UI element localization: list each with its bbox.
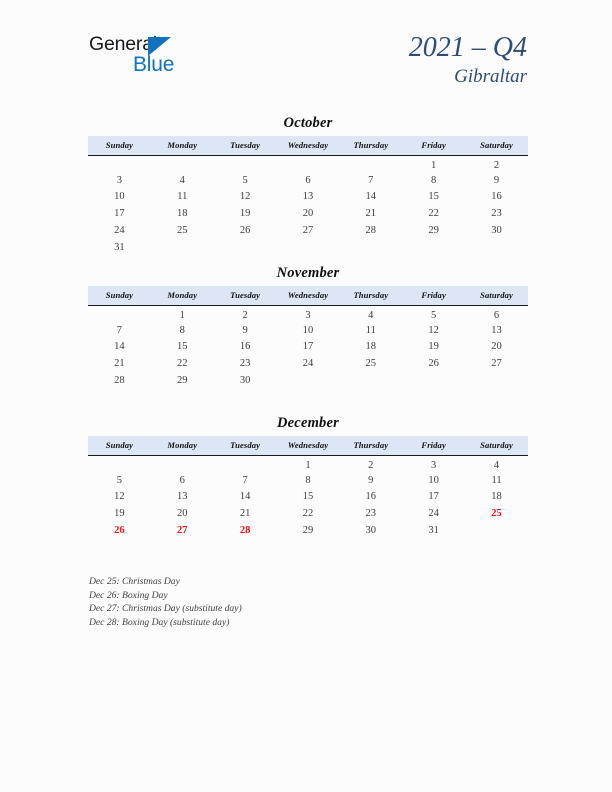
day-cell[interactable]: 16 bbox=[239, 341, 251, 353]
day-cell[interactable]: 31 bbox=[114, 241, 125, 253]
weekday-header-tuesday: Tuesday bbox=[214, 436, 277, 455]
page-subtitle-region: Gibraltar bbox=[454, 66, 527, 87]
holiday-note: Dec 27: Christmas Day (substitute day) bbox=[89, 603, 242, 614]
day-cell-empty bbox=[214, 455, 277, 472]
weekday-header-thursday: Thursday bbox=[339, 286, 402, 305]
day-cell[interactable]: 20 bbox=[177, 508, 188, 520]
holiday-note: Dec 25: Christmas Day bbox=[89, 576, 180, 587]
day-cell[interactable]: 6 bbox=[179, 474, 185, 486]
weekday-header-wednesday: Wednesday bbox=[277, 286, 340, 305]
day-cell[interactable]: 8 bbox=[431, 174, 437, 186]
day-cell[interactable]: 22 bbox=[177, 358, 188, 370]
brand-logo[interactable] bbox=[89, 34, 219, 80]
day-cell[interactable]: 23 bbox=[239, 358, 251, 370]
holiday-notes-list bbox=[89, 575, 509, 629]
title-block bbox=[409, 32, 527, 89]
day-cell-empty bbox=[277, 372, 340, 389]
day-cell[interactable]: 9 bbox=[368, 474, 374, 486]
week-row bbox=[88, 489, 528, 506]
day-cell[interactable]: 21 bbox=[114, 358, 125, 370]
day-cell[interactable]: 22 bbox=[428, 208, 439, 220]
weekday-header-row bbox=[88, 286, 528, 305]
day-cell[interactable]: 24 bbox=[428, 508, 439, 520]
day-cell[interactable]: 5 bbox=[116, 474, 123, 486]
day-cell[interactable]: 24 bbox=[302, 358, 314, 370]
week-row bbox=[88, 222, 528, 239]
weekday-header-sunday: Sunday bbox=[88, 136, 151, 155]
weekday-header-monday: Monday bbox=[151, 286, 214, 305]
week-row bbox=[88, 322, 528, 339]
weekday-header-thursday: Thursday bbox=[339, 136, 402, 155]
day-cell[interactable]: 23 bbox=[491, 208, 502, 220]
day-cell-empty bbox=[151, 455, 214, 472]
month-title: December bbox=[277, 415, 339, 431]
day-cell[interactable]: 13 bbox=[177, 491, 188, 503]
day-cell[interactable]: 7 bbox=[116, 324, 123, 336]
day-cell[interactable]: 14 bbox=[365, 191, 377, 203]
month-block-november bbox=[88, 264, 528, 389]
brand-name-general: General bbox=[89, 33, 157, 55]
day-cell[interactable]: 27 bbox=[491, 358, 502, 370]
week-row bbox=[88, 372, 528, 389]
day-cell[interactable]: 12 bbox=[428, 324, 439, 336]
day-cell[interactable]: 14 bbox=[114, 341, 125, 353]
day-cell[interactable]: 23 bbox=[365, 508, 377, 520]
day-cell-empty bbox=[88, 305, 151, 322]
day-cell[interactable]: 26 bbox=[239, 225, 251, 237]
day-cell[interactable]: 16 bbox=[491, 191, 502, 203]
day-cell[interactable]: 29 bbox=[302, 525, 314, 537]
week-row bbox=[88, 505, 528, 522]
day-cell[interactable]: 17 bbox=[302, 341, 314, 353]
day-cell[interactable]: 19 bbox=[239, 208, 251, 220]
day-cell[interactable]: 25 bbox=[365, 358, 377, 370]
day-cell-empty bbox=[465, 372, 528, 389]
day-cell[interactable]: 8 bbox=[179, 324, 185, 336]
day-cell-holiday[interactable]: 25 bbox=[491, 508, 502, 520]
day-cell[interactable]: 5 bbox=[242, 174, 248, 186]
week-row bbox=[88, 455, 528, 472]
weekday-header-sunday: Sunday bbox=[88, 286, 151, 305]
day-cell[interactable]: 3 bbox=[305, 309, 311, 321]
day-cell[interactable]: 29 bbox=[177, 375, 188, 387]
day-cell[interactable]: 11 bbox=[491, 474, 502, 486]
day-cell[interactable]: 10 bbox=[302, 324, 314, 336]
day-cell[interactable]: 7 bbox=[242, 474, 248, 486]
day-cell[interactable]: 18 bbox=[365, 341, 377, 353]
day-cell[interactable]: 12 bbox=[239, 191, 251, 203]
day-cell[interactable]: 17 bbox=[428, 491, 439, 503]
day-cell[interactable]: 22 bbox=[302, 508, 314, 520]
weekday-header-monday: Monday bbox=[151, 136, 214, 155]
day-cell-empty bbox=[465, 239, 528, 256]
day-cell[interactable]: 20 bbox=[491, 341, 502, 353]
day-cell-empty bbox=[339, 239, 402, 256]
calendar-table-december bbox=[88, 436, 528, 539]
day-cell-empty bbox=[214, 155, 277, 172]
week-row bbox=[88, 472, 528, 489]
month-block-october bbox=[88, 114, 528, 256]
day-cell-empty bbox=[151, 155, 214, 172]
day-cell[interactable]: 3 bbox=[431, 459, 437, 471]
day-cell[interactable]: 14 bbox=[239, 491, 251, 503]
day-cell[interactable]: 2 bbox=[493, 159, 500, 171]
weekday-header-sunday: Sunday bbox=[88, 436, 151, 455]
week-row bbox=[88, 155, 528, 172]
day-cell[interactable]: 18 bbox=[491, 491, 502, 503]
weekday-header-saturday: Saturday bbox=[465, 436, 528, 455]
day-cell[interactable]: 1 bbox=[305, 459, 311, 471]
weekday-header-thursday: Thursday bbox=[339, 436, 402, 455]
day-cell-empty bbox=[402, 372, 465, 389]
day-cell-empty bbox=[339, 155, 402, 172]
day-cell-empty bbox=[88, 455, 151, 472]
day-cell[interactable]: 9 bbox=[242, 324, 248, 336]
weekday-header-wednesday: Wednesday bbox=[277, 136, 340, 155]
month-block-december bbox=[88, 414, 528, 539]
day-cell[interactable]: 8 bbox=[305, 474, 311, 486]
day-cell[interactable]: 28 bbox=[114, 375, 125, 387]
day-cell[interactable]: 31 bbox=[428, 525, 439, 537]
day-cell[interactable]: 13 bbox=[491, 324, 502, 336]
week-row bbox=[88, 189, 528, 206]
week-row bbox=[88, 305, 528, 322]
day-cell[interactable]: 25 bbox=[177, 225, 188, 237]
day-cell[interactable]: 1 bbox=[179, 309, 185, 321]
day-cell[interactable]: 24 bbox=[114, 225, 125, 237]
day-cell[interactable]: 26 bbox=[428, 358, 439, 370]
day-cell-empty bbox=[402, 239, 465, 256]
day-cell[interactable]: 2 bbox=[242, 309, 248, 321]
day-cell[interactable]: 28 bbox=[365, 225, 377, 237]
calendar-table-october bbox=[88, 136, 528, 256]
day-cell[interactable]: 2 bbox=[368, 459, 374, 471]
week-row bbox=[88, 355, 528, 372]
day-cell[interactable]: 30 bbox=[365, 525, 377, 537]
holiday-note: Dec 28: Boxing Day (substitute day) bbox=[89, 616, 230, 628]
holiday-note: Dec 26: Boxing Day bbox=[89, 589, 168, 601]
day-cell-empty bbox=[88, 155, 151, 172]
weekday-header-friday: Friday bbox=[402, 286, 465, 305]
day-cell[interactable]: 27 bbox=[302, 225, 314, 237]
day-cell-holiday[interactable]: 27 bbox=[177, 525, 188, 537]
day-cell[interactable]: 21 bbox=[239, 508, 251, 520]
calendar-table-november bbox=[88, 286, 528, 389]
week-row bbox=[88, 522, 528, 539]
day-cell[interactable]: 30 bbox=[491, 225, 502, 237]
day-cell[interactable]: 1 bbox=[431, 159, 437, 171]
day-cell-empty bbox=[277, 155, 340, 172]
day-cell[interactable]: 21 bbox=[365, 208, 377, 220]
day-cell[interactable]: 15 bbox=[428, 191, 439, 203]
page-title: 2021 – Q4 bbox=[408, 32, 527, 63]
day-cell[interactable]: 11 bbox=[365, 324, 376, 336]
weekday-header-saturday: Saturday bbox=[465, 136, 528, 155]
weekday-header-monday: Monday bbox=[151, 436, 214, 455]
brand-name-blue: Blue bbox=[133, 53, 175, 76]
weekday-header-row bbox=[88, 136, 528, 155]
day-cell[interactable]: 10 bbox=[428, 474, 439, 486]
weekday-header-friday: Friday bbox=[402, 436, 465, 455]
week-row bbox=[88, 205, 528, 222]
weekday-header-row bbox=[88, 436, 528, 455]
weekday-header-friday: Friday bbox=[402, 136, 465, 155]
day-cell[interactable]: 15 bbox=[177, 341, 188, 353]
day-cell[interactable]: 30 bbox=[239, 375, 251, 387]
day-cell[interactable]: 15 bbox=[302, 491, 314, 503]
day-cell-empty bbox=[277, 239, 340, 256]
day-cell[interactable]: 19 bbox=[114, 508, 125, 520]
day-cell[interactable]: 6 bbox=[493, 309, 500, 321]
day-cell[interactable]: 17 bbox=[114, 208, 125, 220]
day-cell[interactable]: 7 bbox=[368, 174, 374, 186]
day-cell[interactable]: 3 bbox=[116, 174, 123, 186]
day-cell[interactable]: 5 bbox=[431, 309, 437, 321]
day-cell[interactable]: 16 bbox=[365, 491, 377, 503]
week-row bbox=[88, 239, 528, 256]
day-cell[interactable]: 10 bbox=[114, 191, 125, 203]
week-row bbox=[88, 172, 528, 189]
weekday-header-tuesday: Tuesday bbox=[214, 136, 277, 155]
month-title: November bbox=[276, 265, 340, 281]
day-cell[interactable]: 11 bbox=[177, 191, 188, 203]
weekday-header-saturday: Saturday bbox=[465, 286, 528, 305]
day-cell-holiday[interactable]: 26 bbox=[114, 525, 125, 537]
day-cell[interactable]: 6 bbox=[305, 174, 311, 186]
day-cell-empty bbox=[339, 372, 402, 389]
page-header bbox=[0, 0, 612, 105]
month-title: October bbox=[283, 115, 333, 131]
day-cell[interactable]: 18 bbox=[177, 208, 188, 220]
day-cell-empty bbox=[214, 239, 277, 256]
day-cell[interactable]: 29 bbox=[428, 225, 439, 237]
day-cell[interactable]: 4 bbox=[493, 459, 500, 471]
weekday-header-wednesday: Wednesday bbox=[277, 436, 340, 455]
day-cell[interactable]: 9 bbox=[493, 174, 500, 186]
day-cell[interactable]: 20 bbox=[302, 208, 314, 220]
weekday-header-tuesday: Tuesday bbox=[214, 286, 277, 305]
day-cell-empty bbox=[151, 239, 214, 256]
day-cell[interactable]: 4 bbox=[368, 309, 374, 321]
day-cell[interactable]: 4 bbox=[179, 174, 185, 186]
day-cell-empty bbox=[465, 522, 528, 539]
day-cell-holiday[interactable]: 28 bbox=[239, 525, 251, 537]
week-row bbox=[88, 339, 528, 356]
day-cell[interactable]: 13 bbox=[302, 191, 314, 203]
day-cell[interactable]: 12 bbox=[114, 491, 125, 503]
day-cell[interactable]: 19 bbox=[428, 341, 439, 353]
